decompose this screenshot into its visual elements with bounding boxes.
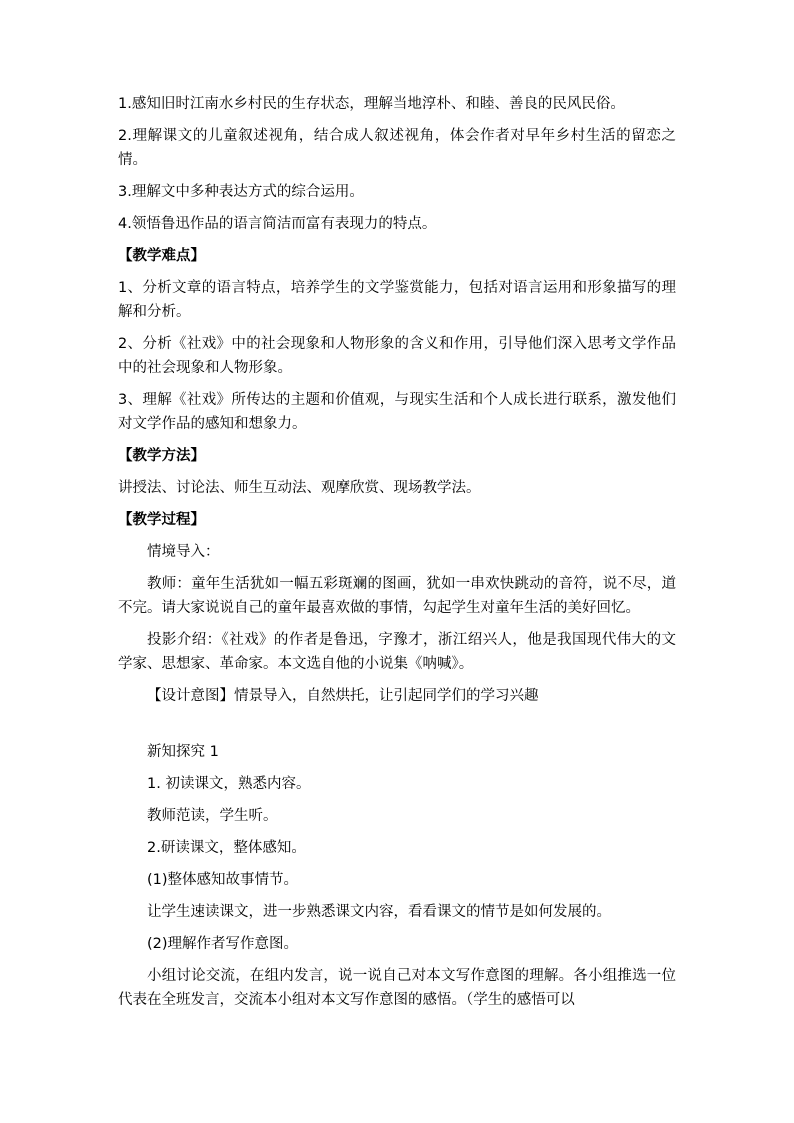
- projection-paragraph: 投影介绍：《社戏》的作者是鲁迅，字豫才，浙江绍兴人，他是我国现代伟大的文学家、思想家、革命家。本文选自他的小说集《呐喊》。: [118, 632, 676, 672]
- blank-line: [118, 716, 676, 740]
- step-2-1-detail: 让学生速读课文，进一步熟悉课文内容，看看课文的情节是如何发展的。: [147, 904, 611, 920]
- difficulty-3: 3、理解《社戏》所传达的主题和价值观，与现实生活和个人成长进行联系，激发他们对文学作品的感知和想象力。: [118, 392, 676, 432]
- methods-heading: 【教学方法】: [118, 448, 205, 464]
- explore-title: 新知探究 1: [147, 744, 219, 760]
- step-1: 1. 初读课文，熟悉内容。: [147, 776, 311, 792]
- methods-text: 讲授法、讨论法、师生互动法、观摩欣赏、现场教学法。: [118, 480, 481, 496]
- intro-label: 情境导入：: [147, 544, 220, 560]
- step-2-2: (2)理解作者写作意图。: [147, 936, 299, 952]
- difficulty-2: 2、分析《社戏》中的社会现象和人物形象的含义和作用，引导他们深入思考文学作品中的社会现象和人物形象。: [118, 336, 676, 376]
- objective-2: 2.理解课文的儿童叙述视角，结合成人叙述视角，体会作者对早年乡村生活的留恋之情。: [118, 128, 676, 168]
- teacher-paragraph: 教师：童年生活犹如一幅五彩斑斓的图画，犹如一串欢快跳动的音符，说不尽，道不完。请大家说说自己的童年最喜欢做的事情，勾起学生对童年生活的美好回忆。: [118, 576, 676, 616]
- objective-1: 1.感知旧时江南水乡村民的生存状态，理解当地淳朴、和睦、善良的民风民俗。: [118, 96, 625, 112]
- step-1-detail: 教师范读，学生听。: [147, 808, 278, 824]
- design-intent: 【设计意图】情景导入，自然烘托，让引起同学们的学习兴趣: [147, 688, 539, 704]
- step-2-1: (1)整体感知故事情节。: [147, 872, 299, 888]
- process-heading: 【教学过程】: [118, 512, 205, 528]
- difficulty-1: 1、分析文章的语言特点，培养学生的文学鉴赏能力，包括对语言运用和形象描写的理解和分析。: [118, 280, 676, 320]
- objective-4: 4.领悟鲁迅作品的语言简洁而富有表现力的特点。: [118, 216, 437, 232]
- step-2: 2.研读课文，整体感知。: [147, 840, 306, 856]
- difficulties-heading: 【教学难点】: [118, 248, 205, 264]
- objective-3: 3.理解文中多种表达方式的综合运用。: [118, 184, 364, 200]
- document-page: [118, 92, 676, 1020]
- step-2-2-detail: 小组讨论交流，在组内发言，说一说自己对本文写作意图的理解。各小组推选一位代表在全班发言，交流本小组对本文写作意图的感悟。（学生的感悟可以: [118, 968, 676, 1008]
